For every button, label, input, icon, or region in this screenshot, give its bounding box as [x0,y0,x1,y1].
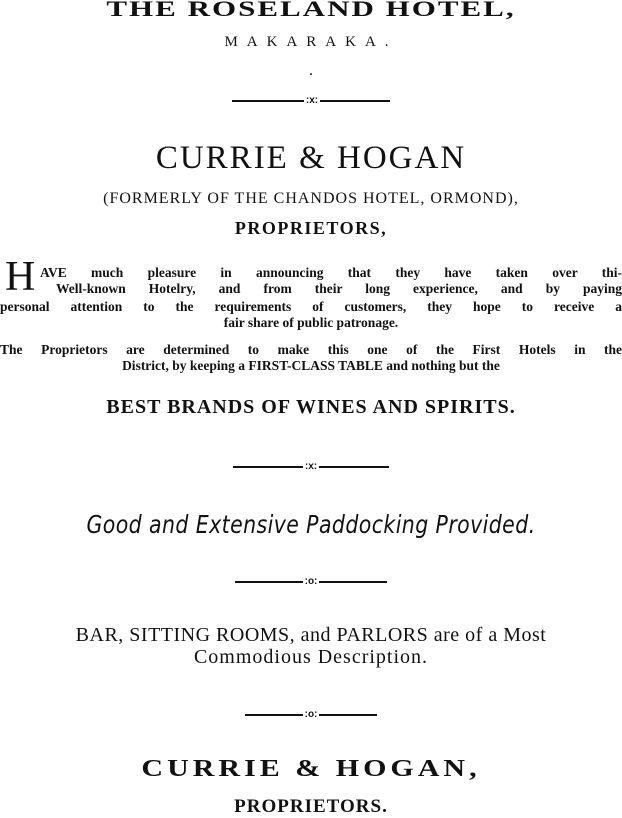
rooms-line: Commodious Description. [193,646,429,668]
rooms-line: BAR, SITTING ROOMS, and PARLORS are of a Most [75,624,547,646]
determination-line: District, by keeping a FIRST-CLASS TABLE and nothing but the [122,358,500,373]
paddocking-notice: Good and Extensive Paddocking Provided. [86,510,536,539]
announcement-line: AVE much pleasure in announcing that they have taken over thi- [40,265,622,280]
town-name: MAKARAKA. [224,34,398,50]
proprietor-names: CURRIE & HOGAN [155,140,467,176]
hotel-title: THE ROSELAND HOTEL, [106,0,516,22]
announcement-line: fair share of public patronage. [223,315,399,330]
divider-mark: :o: [304,576,318,587]
divider-mark: :x: [305,95,319,106]
divider-rule [0,710,622,720]
footer-proprietor-names: CURRIE & HOGAN, [141,755,481,782]
brands-heading: BEST BRANDS OF WINES AND SPIRITS. [106,396,516,418]
proprietors-label: PROPRIETORS, [234,218,388,238]
footer-proprietors-label: PROPRIETORS. [234,796,388,817]
formerly-note: (FORMERLY OF THE CHANDOS HOTEL, ORMOND), [103,190,519,207]
announcement-line: Well-known Hotelry, and from their long experience, and by paying [56,281,622,296]
divider-mark: :x: [304,461,318,472]
divider-rule [0,577,622,587]
drop-capital: H [5,254,36,300]
divider-rule [0,96,622,106]
announcement-line: personal attention to the requirements of customers, they hope to receive a [0,299,622,314]
divider-mark: :o: [304,709,318,720]
stray-dot: . [309,62,313,79]
determination-line: The Proprietors are determined to make this one of the First Hotels in the [0,342,622,357]
divider-rule [0,462,622,472]
